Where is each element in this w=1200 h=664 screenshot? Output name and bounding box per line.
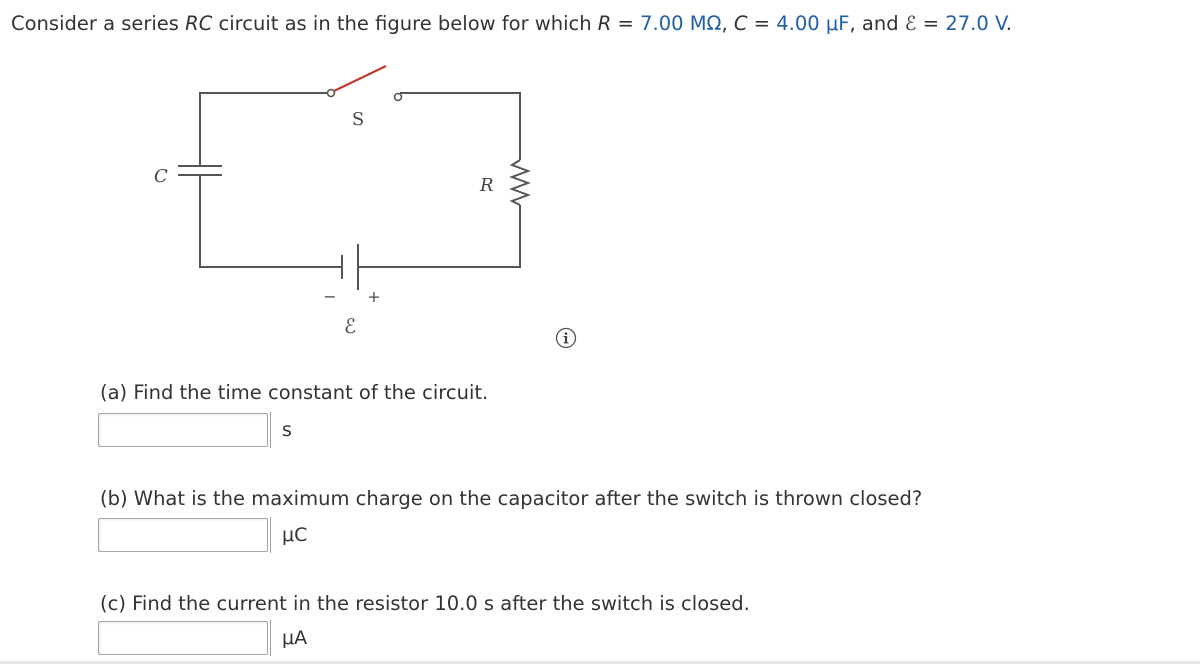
emf-value: 27.0 V [945,12,1006,35]
equals-1: = [611,12,641,35]
answer-input-c[interactable] [98,621,268,655]
capacitance-value: 4.00 μF [776,12,850,35]
answer-input-a[interactable] [98,413,268,447]
intro-prefix: Consider a series [11,12,186,35]
resistance-value: 7.00 MΩ [640,12,722,35]
intro-end: . [1005,12,1012,35]
capacitor-label: C [154,166,168,187]
switch [328,66,402,101]
unit-b: μC [270,517,307,553]
unit-a: s [270,412,292,448]
wire-top-left [200,93,328,147]
switch-pivot [328,90,335,97]
rc-circuit-figure [140,55,600,355]
switch-label: S [351,109,365,130]
switch-arm [334,66,386,91]
intro-middle: circuit as in the figure below for which [212,12,598,35]
separator-1: , [721,12,734,35]
question-b: (b) What is the maximum charge on the capacitor after the switch is thrown closed? [100,487,923,510]
answer-row-c [98,620,307,656]
resistor-zigzag [512,160,528,205]
emf-label: ℰ [343,314,357,338]
battery-plus-sign: + [367,287,381,306]
rc-symbol: RC [185,12,213,35]
info-icon-graphic [555,327,577,349]
switch-contact [395,94,402,101]
separator-2: , and [849,12,905,35]
answer-input-b[interactable] [98,518,268,552]
c-symbol: C [733,12,748,35]
problem-statement [11,12,1012,35]
r-symbol: R [597,12,612,35]
unit-c: μA [270,620,307,656]
wire-top-right [400,93,520,160]
wire-bottom-left [200,183,342,267]
question-a: (a) Find the time constant of the circuit. [100,381,489,404]
wire-right-bottom [358,205,520,267]
resistor-label: R [480,175,494,196]
answer-row-b [98,517,307,553]
info-circle-icon[interactable] [555,327,577,349]
equals-2: = [747,12,777,35]
equals-3: = [916,12,946,35]
emf-symbol: ℰ [904,12,917,35]
answer-row-a [98,412,292,448]
circuit-diagram [140,55,600,355]
battery-minus-sign: − [323,287,337,306]
question-c: (c) Find the current in the resistor 10.0 s after the switch is closed. [100,592,750,615]
